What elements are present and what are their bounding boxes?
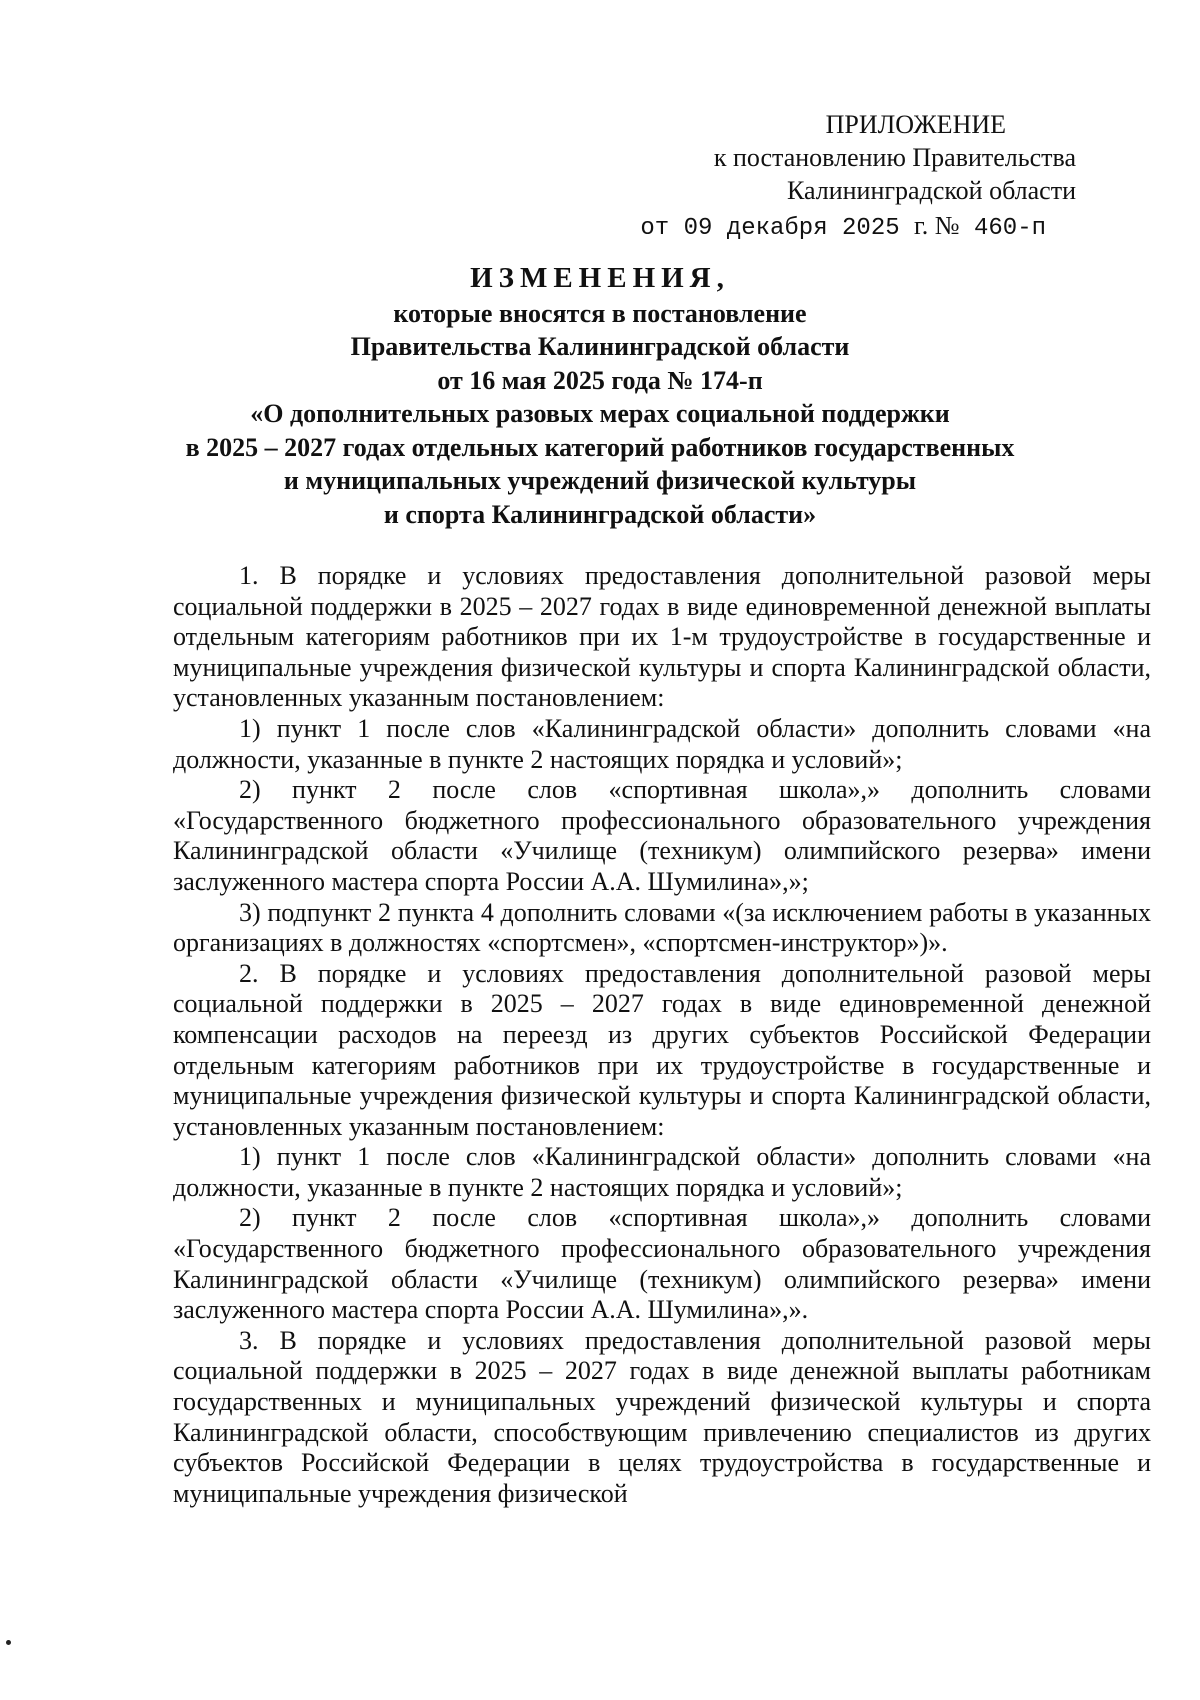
- paragraph: 1) пункт 1 после слов «Калининградской области» дополнить словами «на должности, указанные в пункте 2 настоящих порядка и условий»;: [173, 713, 1151, 774]
- title-main: ИЗМЕНЕНИЯ,: [470, 262, 730, 294]
- paragraph: 2) пункт 2 после слов «спортивная школа»,» дополнить словами «Государственного бюджетного профессионального образовательного учреждения Калининградской области «Училище (техникум) олимпийского резерва» имени заслуженного мастера спорта России А.А. Шумилина»,»;: [173, 775, 1151, 896]
- appendix-line-2: Калининградской области: [786, 176, 1076, 205]
- document-title: [0, 262, 1200, 531]
- appendix-block: [640, 108, 1076, 245]
- title-line: и спорта Калининградской области»: [383, 499, 817, 529]
- paragraph: 2) пункт 2 после слов «спортивная школа»,» дополнить словами «Государственного бюджетного профессионального образовательного учреждения Калининградской области «Училище (техникум) олимпийского резерва» имени заслуженного мастера спорта России А.А. Шумилина»,».: [173, 1203, 1151, 1325]
- appendix-number: 460-п: [973, 215, 1046, 242]
- paragraph: 3. В порядке и условиях предоставления дополнительной разовой меры социальной поддержки в 2025 – 2027 годах в виде денежной выплаты работникам государственных и муниципальных учреждений физической культуры и спорта Калининградской области, способствующим привлечению специалистов из других субъектов Российской Федерации в целях трудоустройства в государственные и муниципальные учреждения физической: [173, 1325, 1151, 1508]
- title-line: Правительства Калининградской области: [350, 332, 850, 361]
- appendix-date: от 09 декабря 2025: [640, 215, 900, 242]
- title-line: от 16 мая 2025 года № 174-п: [437, 365, 763, 395]
- title-line: и муниципальных учреждений физической культуры: [283, 466, 917, 495]
- title-line: которые вносятся в постановление: [393, 298, 807, 328]
- title-line: «О дополнительных разовых мерах социальной поддержки: [250, 399, 950, 428]
- appendix-date-line: [640, 209, 1076, 245]
- document-body: [173, 561, 1151, 1509]
- paragraph: 1. В порядке и условиях предоставления дополнительной разовой меры социальной поддержки в 2025 – 2027 годах в виде единовременной денежной выплаты отдельным категориям работников при их 1-м трудоустройстве в государственные и муниципальные учреждения физической культуры и спорта Калининградской области, установленных указанным постановлением:: [173, 561, 1151, 713]
- paragraph: 1) пункт 1 после слов «Калининградской области» дополнить словами «на должности, указанные в пункте 2 настоящих порядка и условий»;: [173, 1142, 1151, 1202]
- scan-speck: [6, 1640, 11, 1645]
- title-line: в 2025 – 2027 годах отдельных категорий работников государственных: [185, 432, 1015, 462]
- appendix-line-1: к постановлению Правительства: [713, 143, 1076, 172]
- appendix-number-label: г. №: [914, 211, 960, 240]
- paragraph: 3) подпункт 2 пункта 4 дополнить словами «(за исключением работы в указанных организациях в должностях «спортсмен», «спортсмен-инструктор»)».: [173, 897, 1151, 958]
- paragraph: 2. В порядке и условиях предоставления дополнительной разовой меры социальной поддержки в 2025 – 2027 годах в виде единовременной денежной компенсации расходов на переезд из других субъектов Российской Федерации отдельным категориям работников при их трудоустройстве в государственные и муниципальные учреждения физической культуры и спорта Калининградской области, установленных указанным постановлением:: [173, 958, 1151, 1141]
- appendix-heading: ПРИЛОЖЕНИЕ: [825, 110, 1006, 139]
